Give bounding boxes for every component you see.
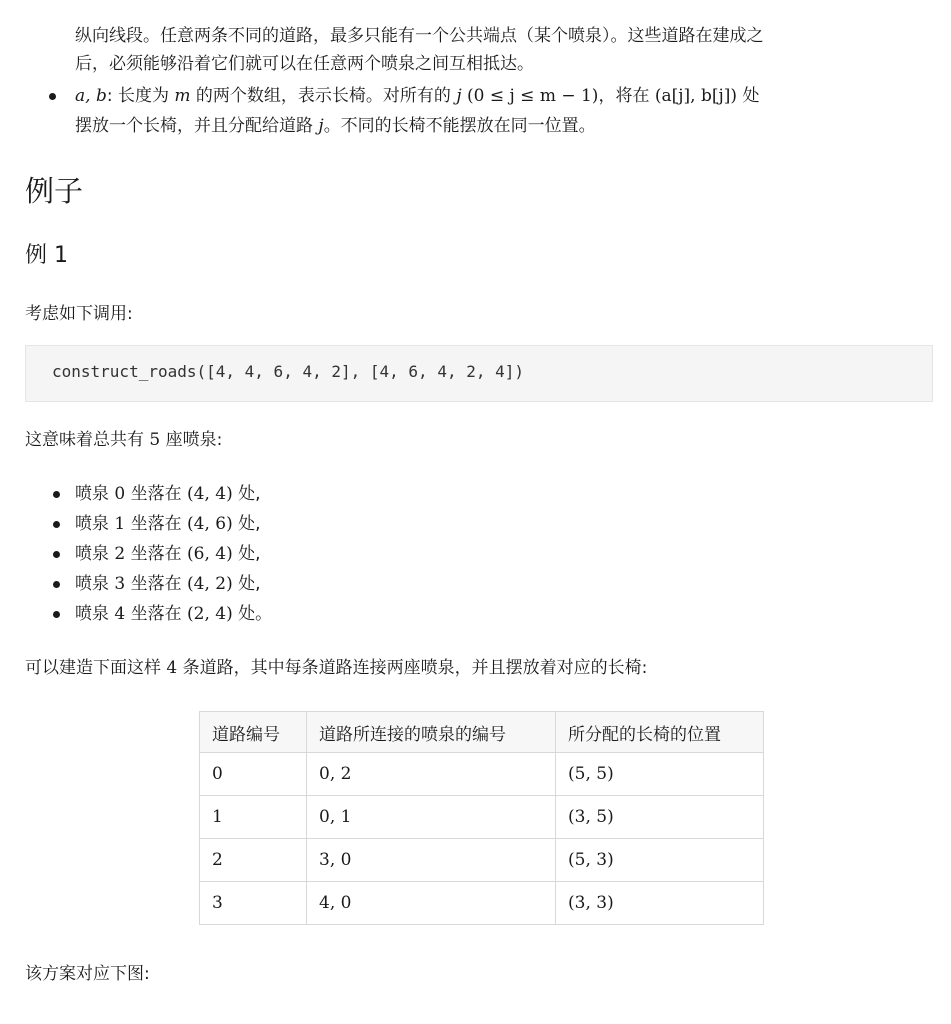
param-ab-text-4: 处	[742, 86, 760, 106]
cell-fountains: 4, 0	[307, 882, 556, 925]
param-j: j	[456, 86, 462, 106]
param-ab-line2-b: 。不同的长椅不能摆放在同一位置。	[323, 116, 596, 136]
list-item	[75, 482, 261, 506]
meaning-n: 5	[149, 430, 161, 450]
fountain-id: 1	[114, 514, 126, 534]
param-ab-vars: a, b	[75, 86, 107, 106]
param-range: (0 ≤ j ≤ m − 1)	[467, 86, 599, 106]
param-ab-text-1: : 长度为	[106, 86, 169, 106]
meaning-b: 座喷泉:	[165, 430, 223, 450]
code-block	[25, 345, 933, 402]
fountain-mid: 坐落在	[130, 604, 182, 624]
intro-line-1: 纵向线段。任意两条不同的道路，最多只能有一个公共端点（某个喷泉）。这些道路在建成之	[75, 26, 764, 46]
section-heading-examples: 例子	[25, 174, 84, 208]
fountain-label: 喷泉	[75, 574, 109, 594]
param-m: m	[174, 86, 191, 106]
table-row	[200, 796, 764, 839]
fountain-pos: (4, 2)	[187, 574, 233, 594]
fountain-pos: (2, 4)	[187, 604, 233, 624]
cell-road-id: 0	[200, 753, 307, 796]
roads-intro-a: 可以建造下面这样	[25, 658, 161, 678]
roads-intro-b: 条道路，其中每条道路连接两座喷泉，并且摆放着对应的长椅:	[182, 658, 648, 678]
fountain-id: 2	[114, 544, 126, 564]
consider-text: 考虑如下调用:	[25, 304, 133, 324]
param-ab-text-2: 的两个数组，表示长椅。对所有的	[195, 86, 451, 106]
cell-bench: (3, 3)	[556, 882, 764, 925]
intro-line-2: 后，必须能够沿着它们就可以在任意两个喷泉之间互相抵达。	[75, 54, 534, 74]
fountain-mid: 坐落在	[130, 484, 182, 504]
cell-fountains: 0, 2	[307, 753, 556, 796]
fountain-end: 处,	[238, 514, 261, 534]
fountain-label: 喷泉	[75, 604, 109, 624]
table-row	[200, 753, 764, 796]
fountain-mid: 坐落在	[130, 544, 182, 564]
meaning-a: 这意味着总共有	[25, 430, 144, 450]
bullet	[49, 93, 56, 100]
cell-bench: (5, 3)	[556, 839, 764, 882]
fountain-label: 喷泉	[75, 484, 109, 504]
bullet	[53, 491, 60, 498]
table-row	[200, 839, 764, 882]
param-ab-line2-a: 摆放一个长椅，并且分配给道路	[75, 116, 313, 136]
fountain-end: 处。	[238, 604, 273, 624]
fountain-mid: 坐落在	[130, 574, 182, 594]
figure-caption: 该方案对应下图:	[25, 964, 150, 984]
cell-road-id: 2	[200, 839, 307, 882]
fountain-id: 0	[114, 484, 126, 504]
fountain-id: 3	[114, 574, 126, 594]
param-ab-line2-j: j	[318, 116, 324, 136]
param-pos: (a[j], b[j])	[654, 86, 738, 106]
fountain-count-text	[25, 428, 222, 452]
cell-road-id: 3	[200, 882, 307, 925]
roads-table	[199, 711, 764, 925]
bullet	[53, 581, 60, 588]
fountain-end: 处,	[238, 544, 261, 564]
param-ab-text-3: ，将在	[598, 86, 650, 106]
fountain-pos: (4, 6)	[187, 514, 233, 534]
table-row	[200, 882, 764, 925]
bullet	[53, 521, 60, 528]
column-header-bench: 所分配的长椅的位置	[556, 712, 764, 753]
fountain-label: 喷泉	[75, 544, 109, 564]
list-item	[75, 542, 261, 566]
fountain-end: 处,	[238, 574, 261, 594]
fountain-end: 处,	[238, 484, 261, 504]
fountain-pos: (6, 4)	[187, 544, 233, 564]
cell-bench: (3, 5)	[556, 796, 764, 839]
fountain-mid: 坐落在	[130, 514, 182, 534]
param-ab-line-2	[75, 114, 596, 138]
column-header-fountains: 道路所连接的喷泉的编号	[307, 712, 556, 753]
bullet	[53, 611, 60, 618]
list-item	[75, 602, 272, 626]
roads-intro-n: 4	[166, 658, 178, 678]
cell-fountains: 3, 0	[307, 839, 556, 882]
param-ab-line-1	[75, 84, 759, 108]
list-item	[75, 572, 261, 596]
fountain-label: 喷泉	[75, 514, 109, 534]
fountain-id: 4	[114, 604, 126, 624]
table-header-row	[200, 712, 764, 753]
column-header-road-id: 道路编号	[200, 712, 307, 753]
cell-road-id: 1	[200, 796, 307, 839]
list-item	[75, 512, 261, 536]
roads-intro-text	[25, 656, 647, 680]
cell-fountains: 0, 1	[307, 796, 556, 839]
fountain-pos: (4, 4)	[187, 484, 233, 504]
cell-bench: (5, 5)	[556, 753, 764, 796]
example-1-heading: 例 1	[25, 243, 68, 268]
code-text: construct_roads([4, 4, 6, 4, 2], [4, 6, 4, 2, 4])	[52, 362, 525, 381]
bullet	[53, 551, 60, 558]
